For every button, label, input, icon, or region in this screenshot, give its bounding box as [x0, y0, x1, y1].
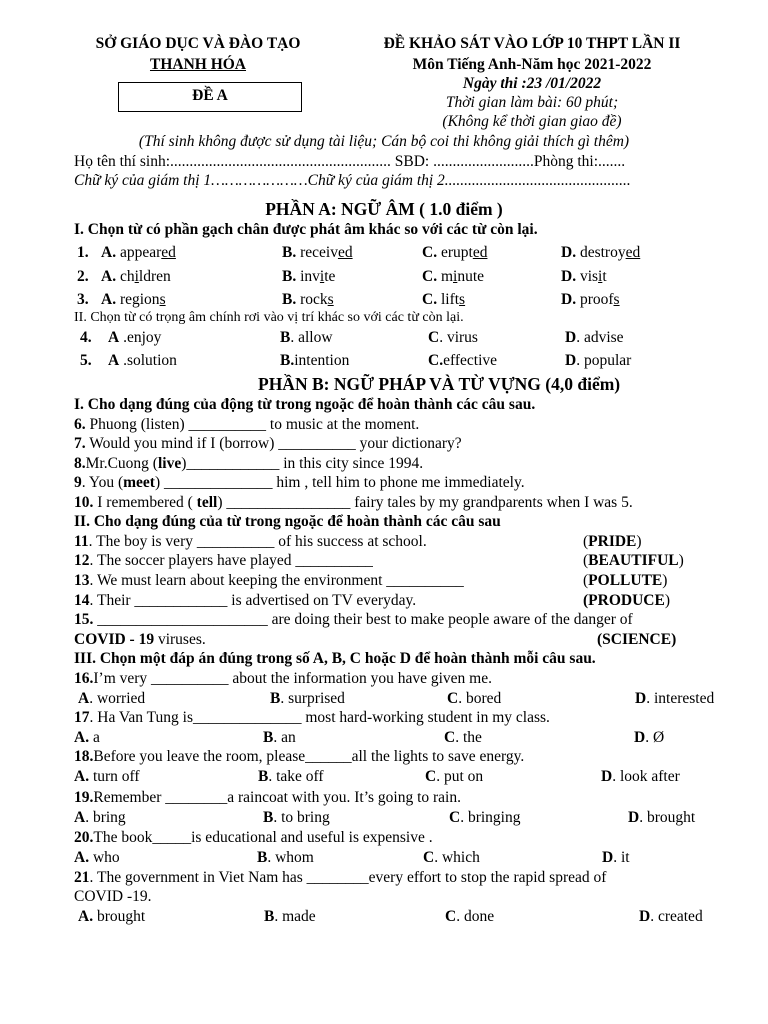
q4-option-d: D. advise — [565, 329, 624, 346]
q3-option-b: B. rocks — [282, 291, 334, 308]
q20-option-d: D. it — [602, 849, 630, 866]
q2-option-a: A. children — [101, 268, 171, 285]
q18-option-c: C. put on — [425, 768, 484, 785]
q20-option-b: B. whom — [257, 849, 314, 866]
department-province: THANH HÓA — [149, 56, 247, 73]
q4-option-a: A .enjoy — [108, 329, 162, 346]
q18-option-a: A. turn off — [74, 768, 140, 785]
q2-option-b: B. invite — [282, 268, 336, 285]
q19-option-d: D. brought — [628, 809, 696, 826]
candidate-info-line: Họ tên thí sinh:......................................................... SBD: ..........................Phòng thi:....... — [74, 153, 626, 170]
q5-option-a: A .solution — [108, 352, 177, 369]
q16-option-a: A. worried — [78, 690, 146, 707]
q3-number: 3. — [77, 291, 89, 308]
q1-option-c: C. erupted — [422, 244, 488, 261]
part-a-section-2: II. Chọn từ có trọng âm chính rơi vào vị trí khác so với các từ còn lại. — [74, 310, 464, 325]
signature-line: Chữ ký của giám thị 1…………………Chữ ký của giám thị 2................................................ — [74, 172, 631, 189]
q16-option-c: C. bored — [447, 690, 502, 707]
q16-option-d: D. interested — [635, 690, 715, 707]
q19-option-b: B. to bring — [263, 809, 330, 826]
q5-option-b: B.intention — [280, 352, 350, 369]
part-b-section-2: II. Cho dạng đúng của từ trong ngoặc để hoàn thành các câu sau — [74, 513, 501, 530]
q1-option-d: D. destroyed — [561, 244, 641, 261]
exam-subject: Môn Tiếng Anh-Năm học 2021-2022 — [412, 56, 652, 73]
q20-option-c: C. which — [423, 849, 480, 866]
exam-duration: Thời gian làm bài: 60 phút; — [445, 94, 619, 111]
q16-option-b: B. surprised — [270, 690, 345, 707]
q21-option-a: A. brought — [78, 908, 146, 925]
question-7: 7. Would you mind if I (borrow) __________ your dictionary? — [74, 435, 462, 452]
q3-option-d: D. proofs — [561, 291, 620, 308]
q5-option-c: C.effective — [428, 352, 498, 369]
q3-option-c: C. lifts — [422, 291, 466, 308]
part-a-section-1: I. Chọn từ có phần gạch chân được phát âm khác so với các từ còn lại. — [74, 221, 538, 238]
exam-instruction: (Thí sinh không được sử dụng tài liệu; Cán bộ coi thi không giải thích gì thêm) — [138, 133, 630, 150]
exam-code: ĐỀ A — [192, 87, 228, 104]
question-8: 8.Mr.Cuong (live)____________ in this city since 1994. — [74, 455, 424, 472]
q2-option-c: C. minute — [422, 268, 485, 285]
q2-option-d: D. visit — [561, 268, 607, 285]
q4-option-b: B. allow — [280, 329, 333, 346]
q19-option-a: A. bring — [74, 809, 126, 826]
q18-option-d: D. look after — [601, 768, 680, 785]
question-9: 9. You (meet) ______________ him , tell him to phone me immediately. — [74, 474, 525, 491]
q21-option-c: C. done — [445, 908, 495, 925]
q20-option-a: A. who — [74, 849, 120, 866]
q5-number: 5. — [80, 352, 92, 369]
q19-option-c: C. bringing — [449, 809, 521, 826]
q1-option-b: B. received — [282, 244, 353, 261]
exam-date: Ngày thi :23 /01/2022 — [462, 75, 602, 92]
q21-option-b: B. made — [264, 908, 316, 925]
q17-option-c: C. the — [444, 729, 482, 746]
exam-duration-note: (Không kể thời gian giao đề) — [442, 113, 622, 130]
q1-number: 1. — [77, 244, 89, 261]
q21-option-d: D. created — [639, 908, 703, 925]
q2-number: 2. — [77, 268, 89, 285]
department-name: SỞ GIÁO DỤC VÀ ĐÀO TẠO — [95, 35, 301, 52]
part-b-section-3: III. Chọn một đáp án đúng trong số A, B, C hoặc D để hoàn thành mỗi câu sau. — [74, 650, 596, 667]
q4-number: 4. — [80, 329, 92, 346]
question-10: 10. I remembered ( tell) ________________ fairy tales by my grandparents when I was 5. — [74, 494, 633, 511]
part-b-title: PHẦN B: NGỮ PHÁP VÀ TỪ VỰNG (4,0 điểm) — [258, 374, 621, 394]
q18-option-b: B. take off — [258, 768, 324, 785]
part-a-title: PHẦN A: NGỮ ÂM ( 1.0 điểm ) — [265, 199, 503, 219]
q17-option-a: A. a — [74, 729, 100, 746]
part-b-section-1: I. Cho dạng đúng của động từ trong ngoặc để hoàn thành các câu sau. — [74, 396, 536, 413]
q5-option-d: D. popular — [565, 352, 632, 369]
exam-title: ĐỀ KHẢO SÁT VÀO LỚP 10 THPT LẦN II — [383, 35, 681, 52]
q1-option-a: A. appeared — [101, 244, 176, 261]
q17-option-d: D. Ø — [634, 729, 665, 746]
q17-option-b: B. an — [263, 729, 296, 746]
q3-option-a: A. regions — [101, 291, 166, 308]
q4-option-c: C. virus — [428, 329, 478, 346]
question-6: 6. Phuong (listen) __________ to music at the moment. — [74, 416, 420, 433]
